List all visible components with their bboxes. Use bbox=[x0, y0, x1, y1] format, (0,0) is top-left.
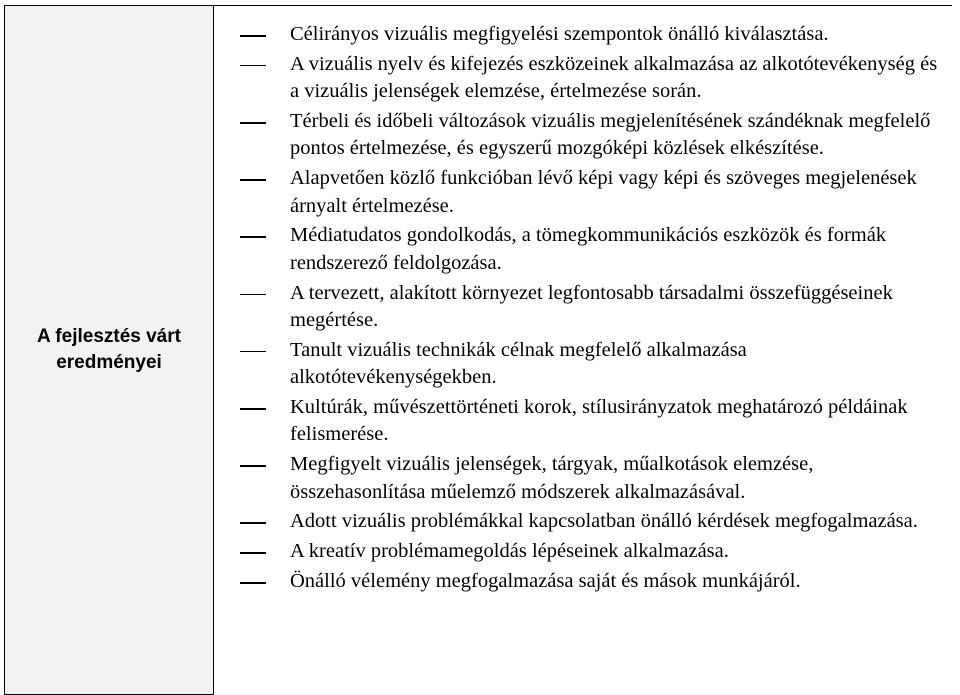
list-item bbox=[214, 568, 952, 595]
list-item-text: Önálló vélemény megfogalmazása saját és mások munkájáról. bbox=[290, 570, 801, 593]
dash-bullet-icon bbox=[240, 465, 266, 467]
outcomes-table bbox=[4, 5, 952, 695]
list-item bbox=[214, 508, 952, 535]
row-label-line-2: eredményei bbox=[56, 352, 162, 373]
list-item-text: Tanult vizuális technikák célnak megfelelő alkalmazása alkotótevékenységekben. bbox=[290, 338, 747, 389]
row-label-cell bbox=[5, 6, 214, 695]
dash-bullet-icon bbox=[240, 65, 266, 67]
list-item-text: A vizuális nyelv és kifejezés eszközeinek alkalmazása az alkotótevékenység és a vizuális jelenségek elemzése, értelmezése során. bbox=[290, 52, 938, 103]
row-content-cell bbox=[214, 6, 953, 695]
list-item-text: Térbeli és időbeli változások vizuális megjelenítésének szándéknak megfelelő pontos értelmezése, és egyszerű mozgóképi közlések elkészítése. bbox=[290, 110, 931, 160]
list-item-text: Megfigyelt vizuális jelenségek, tárgyak, műalkotások elemzése, összehasonlítása műelemző módszerek alkalmazásával. bbox=[290, 453, 814, 503]
list-item bbox=[214, 51, 952, 106]
list-item bbox=[214, 165, 952, 220]
list-item-text: A tervezett, alakított környezet legfontosabb társadalmi összefüggéseinek megértése. bbox=[290, 281, 893, 332]
row-label bbox=[5, 324, 213, 376]
list-item-text: Médiatudatos gondolkodás, a tömegkommunikációs eszközök és formák rendszerező feldolgozása. bbox=[290, 224, 887, 274]
list-item-text: Alapvetően közlő funkcióban lévő képi vagy képi és szöveges megjelenések árnyalt értelmezése. bbox=[290, 167, 917, 217]
outcomes-list bbox=[214, 6, 952, 595]
list-item bbox=[214, 538, 952, 565]
row-label-line-1: A fejlesztés várt bbox=[37, 326, 181, 347]
list-item-text: Kultúrák, művészettörténeti korok, stílusirányzatok meghatározó példáinak felismerése. bbox=[290, 396, 908, 446]
list-item bbox=[214, 222, 952, 277]
dash-bullet-icon bbox=[240, 552, 266, 554]
list-item-text: Célirányos vizuális megfigyelési szempontok önálló kiválasztása. bbox=[290, 23, 829, 45]
list-item-text: A kreatív problémamegoldás lépéseinek alkalmazása. bbox=[290, 540, 729, 563]
table-row bbox=[5, 6, 953, 695]
list-item bbox=[214, 21, 952, 48]
list-item bbox=[214, 280, 952, 335]
list-item-text: Adott vizuális problémákkal kapcsolatban önálló kérdések megfogalmazása. bbox=[290, 510, 918, 533]
list-item bbox=[214, 337, 952, 392]
dash-bullet-icon bbox=[240, 351, 266, 353]
dash-bullet-icon bbox=[240, 179, 266, 181]
dash-bullet-icon bbox=[240, 522, 266, 524]
dash-bullet-icon bbox=[240, 35, 266, 37]
list-item bbox=[214, 108, 952, 163]
dash-bullet-icon bbox=[240, 294, 266, 296]
list-item bbox=[214, 451, 952, 506]
dash-bullet-icon bbox=[240, 236, 266, 238]
list-item bbox=[214, 394, 952, 449]
dash-bullet-icon bbox=[240, 582, 266, 584]
dash-bullet-icon bbox=[240, 122, 266, 124]
dash-bullet-icon bbox=[240, 408, 266, 410]
